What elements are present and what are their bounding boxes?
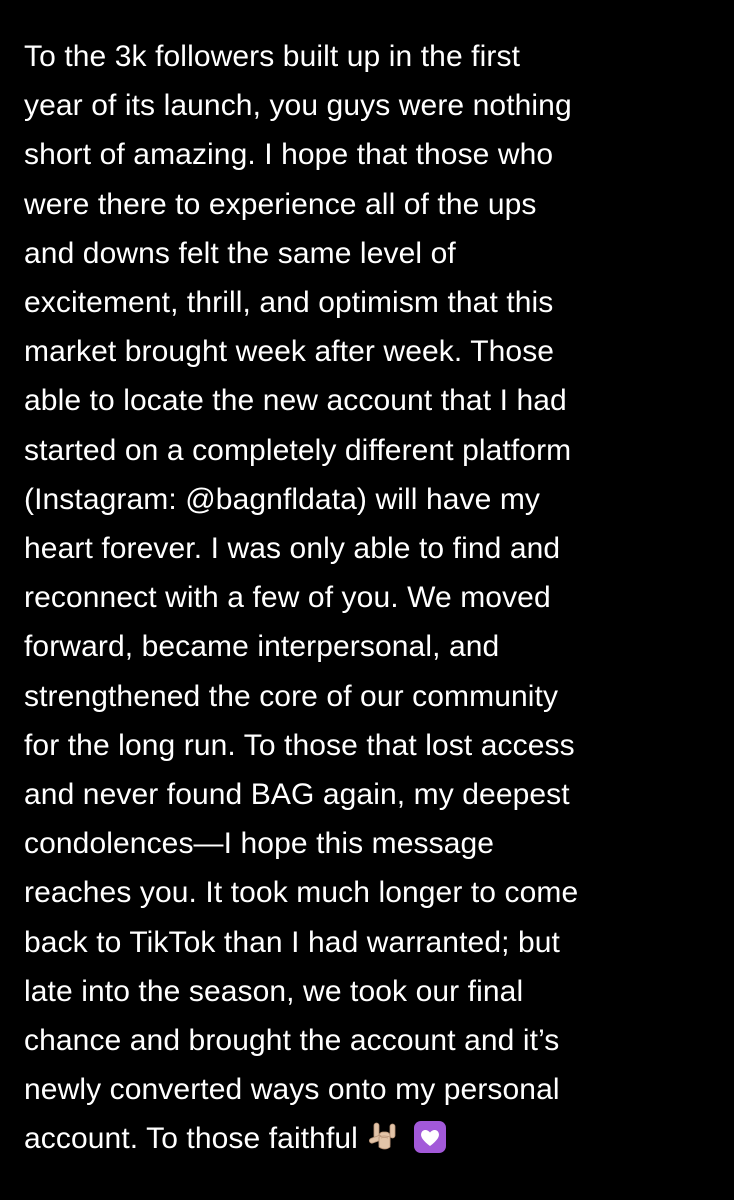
note-line: were there to experience all of the ups [24,187,537,221]
note-line: year of its launch, you guys were nothing [24,89,572,123]
note-line: (Instagram: @bagnfldata) will have my [24,482,541,516]
note-line: strengthened the core of our community [24,679,559,713]
note-line: back to TikTok than I had warranted; but [24,925,560,959]
purple-heart-icon [413,1120,447,1154]
note-body [24,32,714,1164]
note-line: and never found BAG again, my deepest [24,778,570,812]
note-line: started on a completely different platform [24,433,572,467]
note-line: late into the season, we took our final [24,974,524,1008]
note-line: condolences—I hope this message [24,827,495,861]
note-line-last [24,1114,714,1163]
note-line: newly converted ways onto my personal [24,1073,560,1107]
note-line: reaches you. It took much longer to come [24,876,579,910]
note-line: excitement, thrill, and optimism that this [24,286,554,320]
note-line: market brought week after week. Those [24,335,555,369]
note-line: forward, became interpersonal, and [24,630,500,664]
note-line: able to locate the new account that I had [24,384,567,418]
note-line: chance and brought the account and it’s [24,1024,560,1058]
note-line: reconnect with a few of you. We moved [24,581,551,615]
note-line: for the long run. To those that lost access [24,728,575,762]
note-line: and downs felt the same level of [24,236,456,270]
note-line: heart forever. I was only able to find and [24,532,561,566]
note-line: short of amazing. I hope that those who [24,138,554,172]
note-line-text: account. To those faithful [24,1122,358,1156]
note-line: To the 3k followers built up in the first [24,40,521,73]
love-you-gesture-icon [368,1120,402,1154]
